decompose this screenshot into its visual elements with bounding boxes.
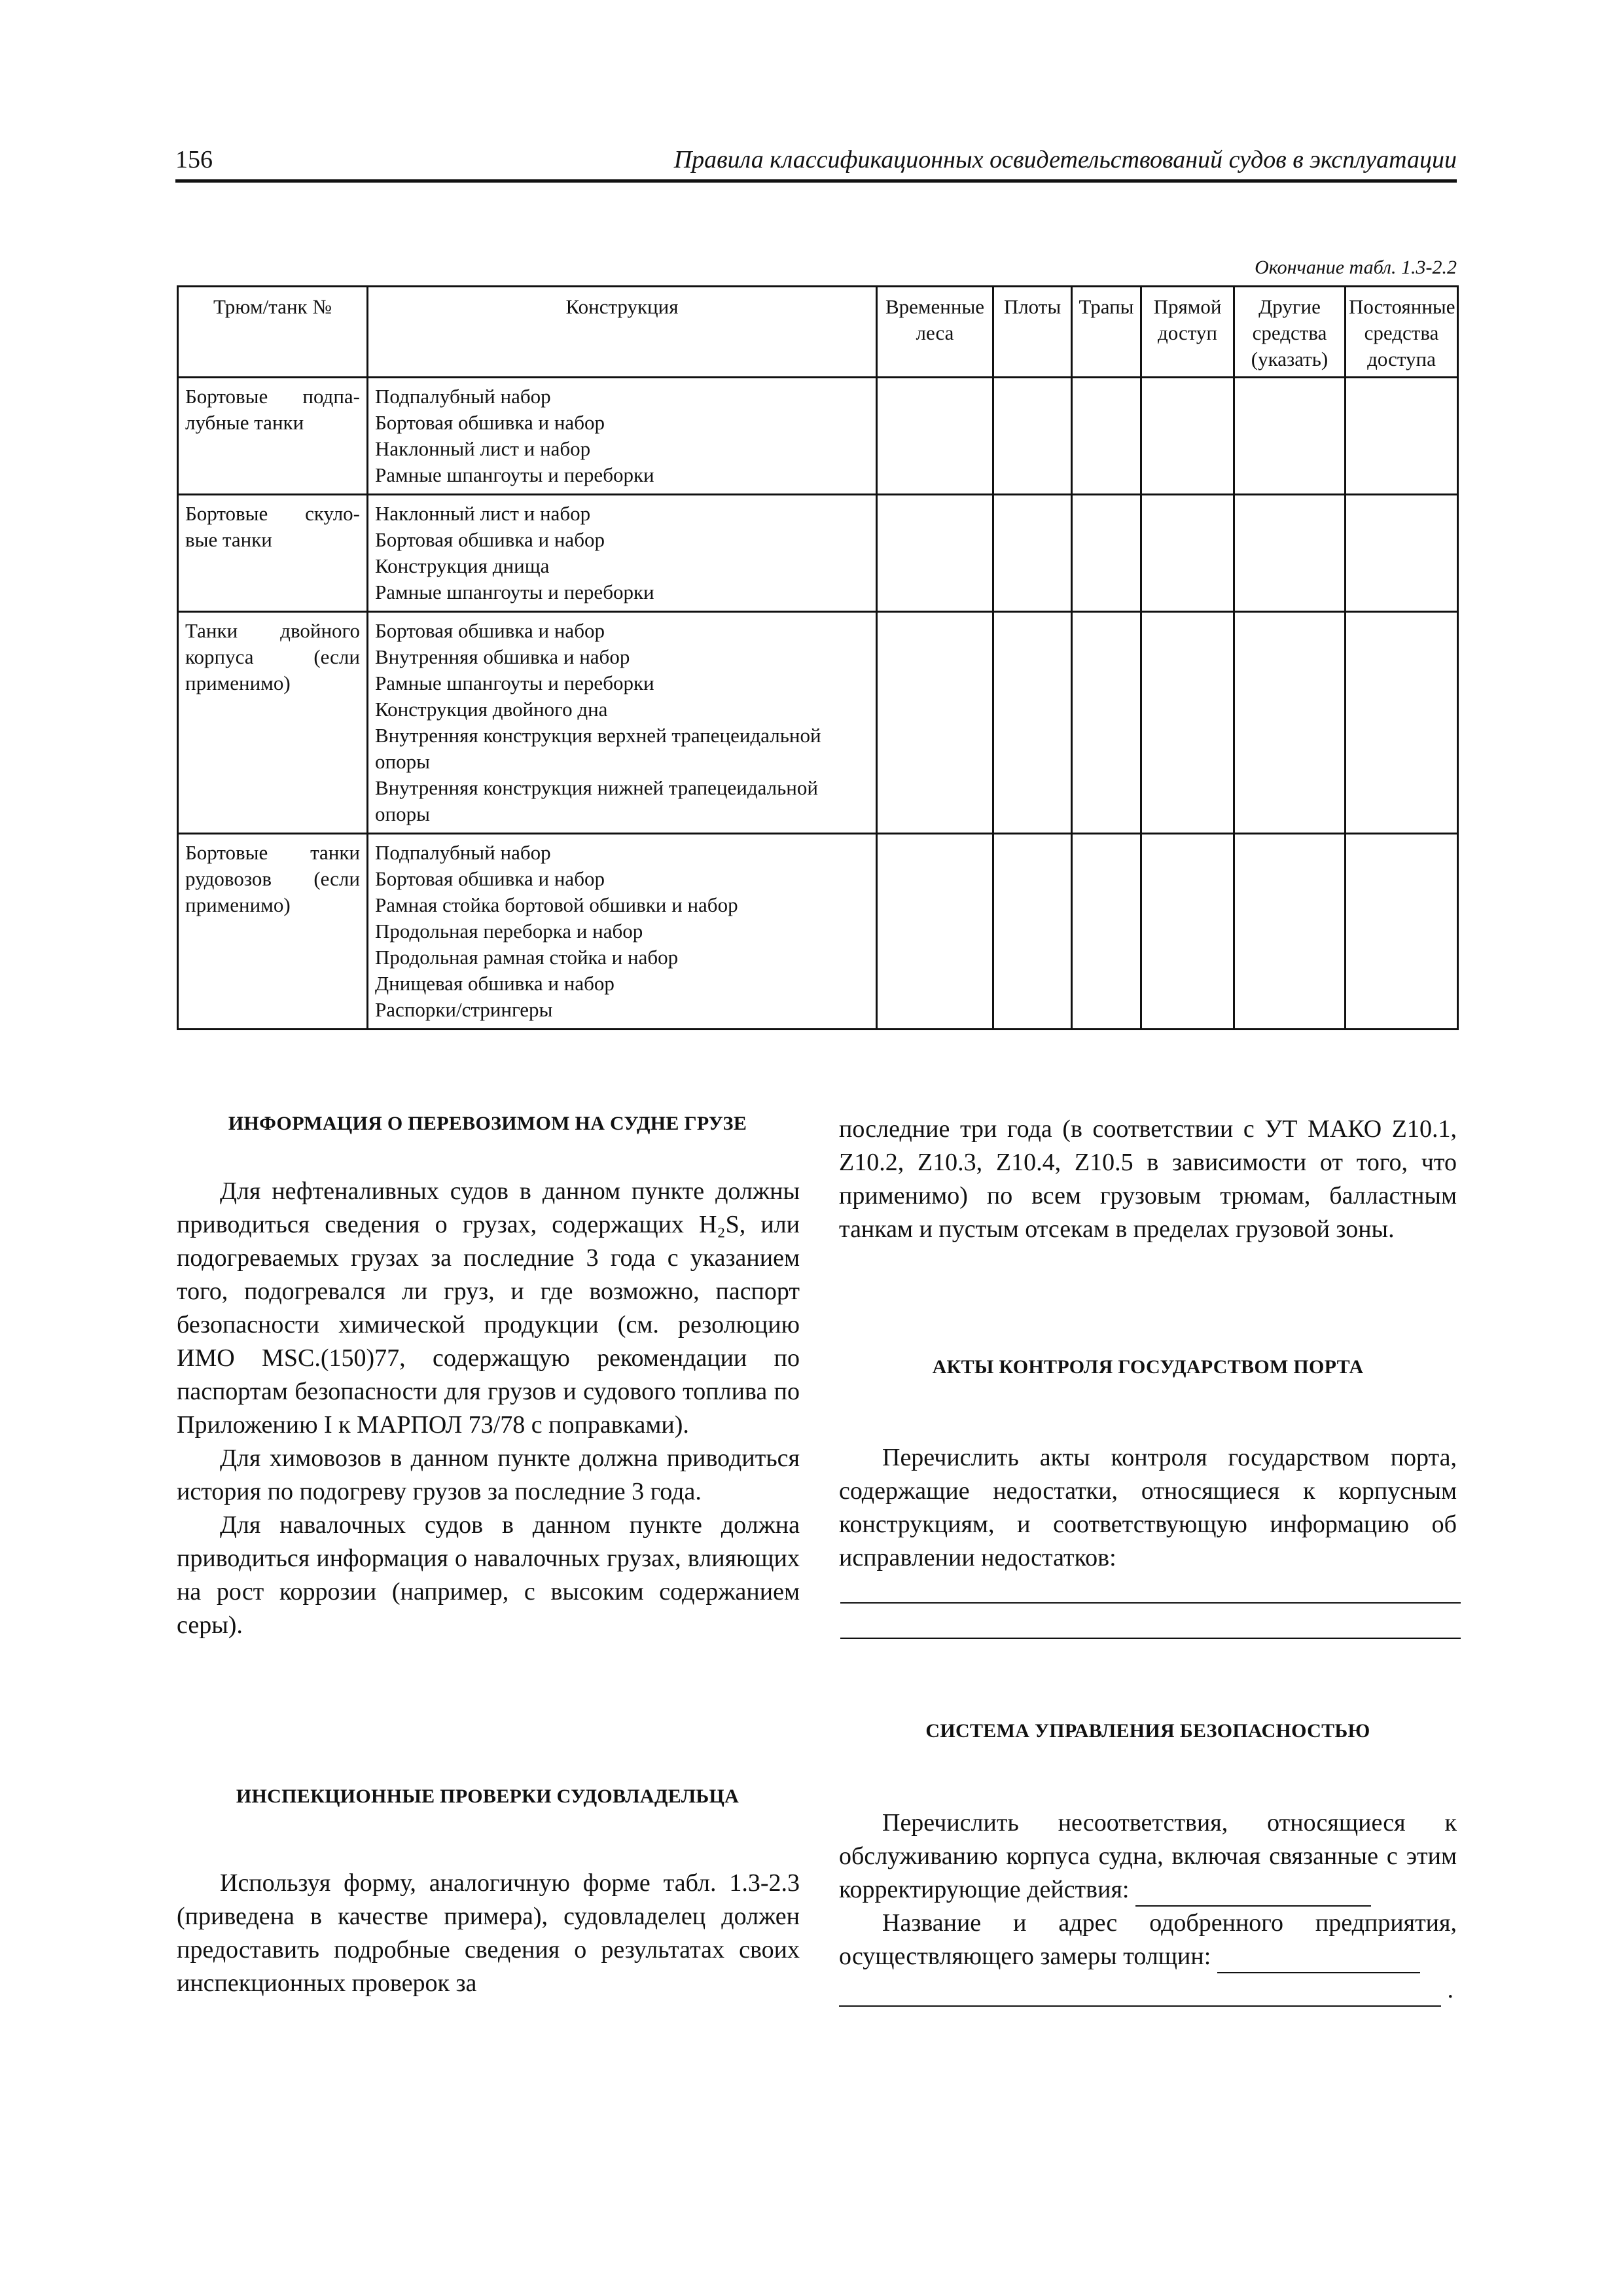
empty-cell [993,834,1072,1030]
fill-in-line[interactable] [840,1602,1461,1604]
empty-cell [1072,834,1141,1030]
structure-item: Бортовая обшивка и набор [375,411,605,434]
structure-item: Подпалубный набор [375,841,551,864]
running-title: Правила классификационных освидетельствований судов в эксплуатации [673,146,1457,173]
col-header-structure: Конструкция [368,287,877,378]
table-row [178,495,1458,612]
left-column-text-1 [177,1175,800,1642]
empty-cell [877,612,993,834]
col-header-other-means: Другие средства (указать) [1234,287,1346,378]
paragraph: Для навалочных судов в данном пункте должна приводиться информация о навалочных грузах, влияющих на рост коррозии (например, с высоким содержанием серы). [177,1511,800,1639]
fill-in-line[interactable] [839,1979,1441,2007]
paragraph [839,1907,1457,1973]
running-header [175,143,1457,183]
paragraph-text: Перечислить несоответствия, относящиеся к обслуживанию корпуса судна, включая связанные с этим корректирующие действия: [839,1809,1457,1903]
empty-cell [1141,612,1234,834]
structure-item: Рамные шпангоуты и переборки [375,672,654,694]
page-number: 156 [175,146,213,173]
paragraph [839,1973,1457,2007]
structure-item: Днищевая обшивка и набор [375,972,615,995]
table-row [178,378,1458,495]
col-header-direct-access: Прямой доступ [1141,287,1234,378]
structure-item: Продольная рамная стойка и набор [375,946,679,969]
paragraph: Перечислить акты контроля государством порта, содержащие недостатки, относящиеся к корпусным конструкциям, и соответствующую информацию об исправлении недостатков: [839,1444,1457,1571]
paragraph-text: Название и адрес одобренного предприятия, осуществляющего замеры толщин: [839,1909,1457,1970]
structure-cell [368,495,877,612]
structure-cell [368,378,877,495]
empty-cell [877,495,993,612]
table-header-row [178,287,1458,378]
structure-item: Подпалубный набор [375,385,551,408]
tank-cell: Танки двойного корпуса (если применимо) [178,612,368,834]
section-heading-owner-inspections: ИНСПЕКЦИОННЫЕ ПРОВЕРКИ СУДОВЛАДЕЛЬЦА [236,1785,740,1807]
structure-item: Рамная стойка бортовой обшивки и набор [375,893,738,916]
empty-cell [1234,834,1346,1030]
left-column-text-2 [177,1867,800,2000]
fill-in-line[interactable] [1217,1946,1420,1973]
table-caption: Окончание табл. 1.3-2.2 [1255,257,1457,278]
empty-cell [877,378,993,495]
fill-in-line[interactable] [840,1638,1461,1639]
structure-item: Распорки/стрингеры [375,998,553,1021]
end-mark: . [1447,1976,1454,2003]
paragraph: Для химовозов в данном пункте должна приводиться история по подогреву грузов за последние 3 года. [177,1444,800,1505]
right-column-text-1 [839,1113,1457,1246]
empty-cell [1346,495,1458,612]
section-heading-safety-management: СИСТЕМА УПРАВЛЕНИЯ БЕЗОПАСНОСТЬЮ [925,1720,1370,1742]
structure-item: Внутренняя обшивка и набор [375,645,630,668]
structure-cell [368,612,877,834]
empty-cell [993,495,1072,612]
empty-cell [1072,495,1141,612]
structure-item: Наклонный лист и набор [375,437,591,460]
empty-cell [1141,834,1234,1030]
paragraph [839,1806,1457,1907]
table-row [178,834,1458,1030]
empty-cell [1141,495,1234,612]
fill-in-line[interactable] [1135,1879,1371,1907]
empty-cell [1346,378,1458,495]
right-column-text-3 [839,1806,1457,2007]
empty-cell [1072,612,1141,834]
paragraph: Для нефтеналивных судов в данном пункте должны приводиться сведения о грузах, содержащих H₂S, или подогреваемых грузах за последние 3 года с указанием того, подогревался ли груз, и где возможно, паспорт безопасности химической продукции (см. резолюцию ИМО MSC.(150)77, содержащую рекомендации по паспортам безопасности для грузов и судового топлива по Приложению I к МАРПОЛ 73/78 с поправками). [177,1177,800,1439]
col-header-tank: Трюм/танк № [178,287,368,378]
empty-cell [1072,378,1141,495]
structure-item: Конструкция днища [375,554,550,577]
empty-cell [1346,834,1458,1030]
col-header-scaffolding: Временные леса [877,287,993,378]
structure-item: Рамные шпангоуты и переборки [375,463,654,486]
paragraph: Используя форму, аналогичную форме табл. 1.3-2.3 (приведена в качестве примера), судовладелец должен предоставить подробные сведения о результатах своих инспекционных проверок за [177,1869,800,1997]
section-heading-port-state-control: АКТЫ КОНТРОЛЯ ГОСУДАРСТВОМ ПОРТА [932,1356,1364,1378]
structure-item: Внутренняя конструкция нижней трапецеидальной опоры [375,776,818,825]
empty-cell [1141,378,1234,495]
structure-cell [368,834,877,1030]
structure-item: Наклонный лист и набор [375,502,591,525]
structure-item: Бортовая обшивка и набор [375,619,605,642]
col-header-permanent-means: Постоянные средства доступа [1346,287,1458,378]
empty-cell [1234,612,1346,834]
empty-cell [877,834,993,1030]
empty-cell [1346,612,1458,834]
structure-item: Бортовая обшивка и набор [375,528,605,551]
tank-cell: Бортовые скуло-вые танки [178,495,368,612]
table-row [178,612,1458,834]
structure-item: Конструкция двойного дна [375,698,608,721]
structure-item: Внутренняя конструкция верхней трапецеидальной опоры [375,724,821,773]
tank-cell: Бортовые танки рудовозов (если применимо) [178,834,368,1030]
empty-cell [993,612,1072,834]
right-column-text-2 [839,1441,1457,1575]
empty-cell [993,378,1072,495]
empty-cell [1234,378,1346,495]
structure-item: Бортовая обшивка и набор [375,867,605,890]
tank-cell: Бортовые подпа-лубные танки [178,378,368,495]
access-table [177,285,1459,1030]
section-heading-cargo-info: ИНФОРМАЦИЯ О ПЕРЕВОЗИМОМ НА СУДНЕ ГРУЗЕ [228,1113,747,1134]
paragraph: последние три года (в соответствии с УТ МАКО Z10.1, Z10.2, Z10.3, Z10.4, Z10.5 в зависимости от того, что применимо) по всем грузовым трюмам, балластным танкам и пустым отсекам в пределах грузовой зоны. [839,1115,1457,1243]
col-header-rafts: Плоты [993,287,1072,378]
structure-item: Рамные шпангоуты и переборки [375,581,654,603]
col-header-ladders: Трапы [1072,287,1141,378]
empty-cell [1234,495,1346,612]
structure-item: Продольная переборка и набор [375,920,643,942]
